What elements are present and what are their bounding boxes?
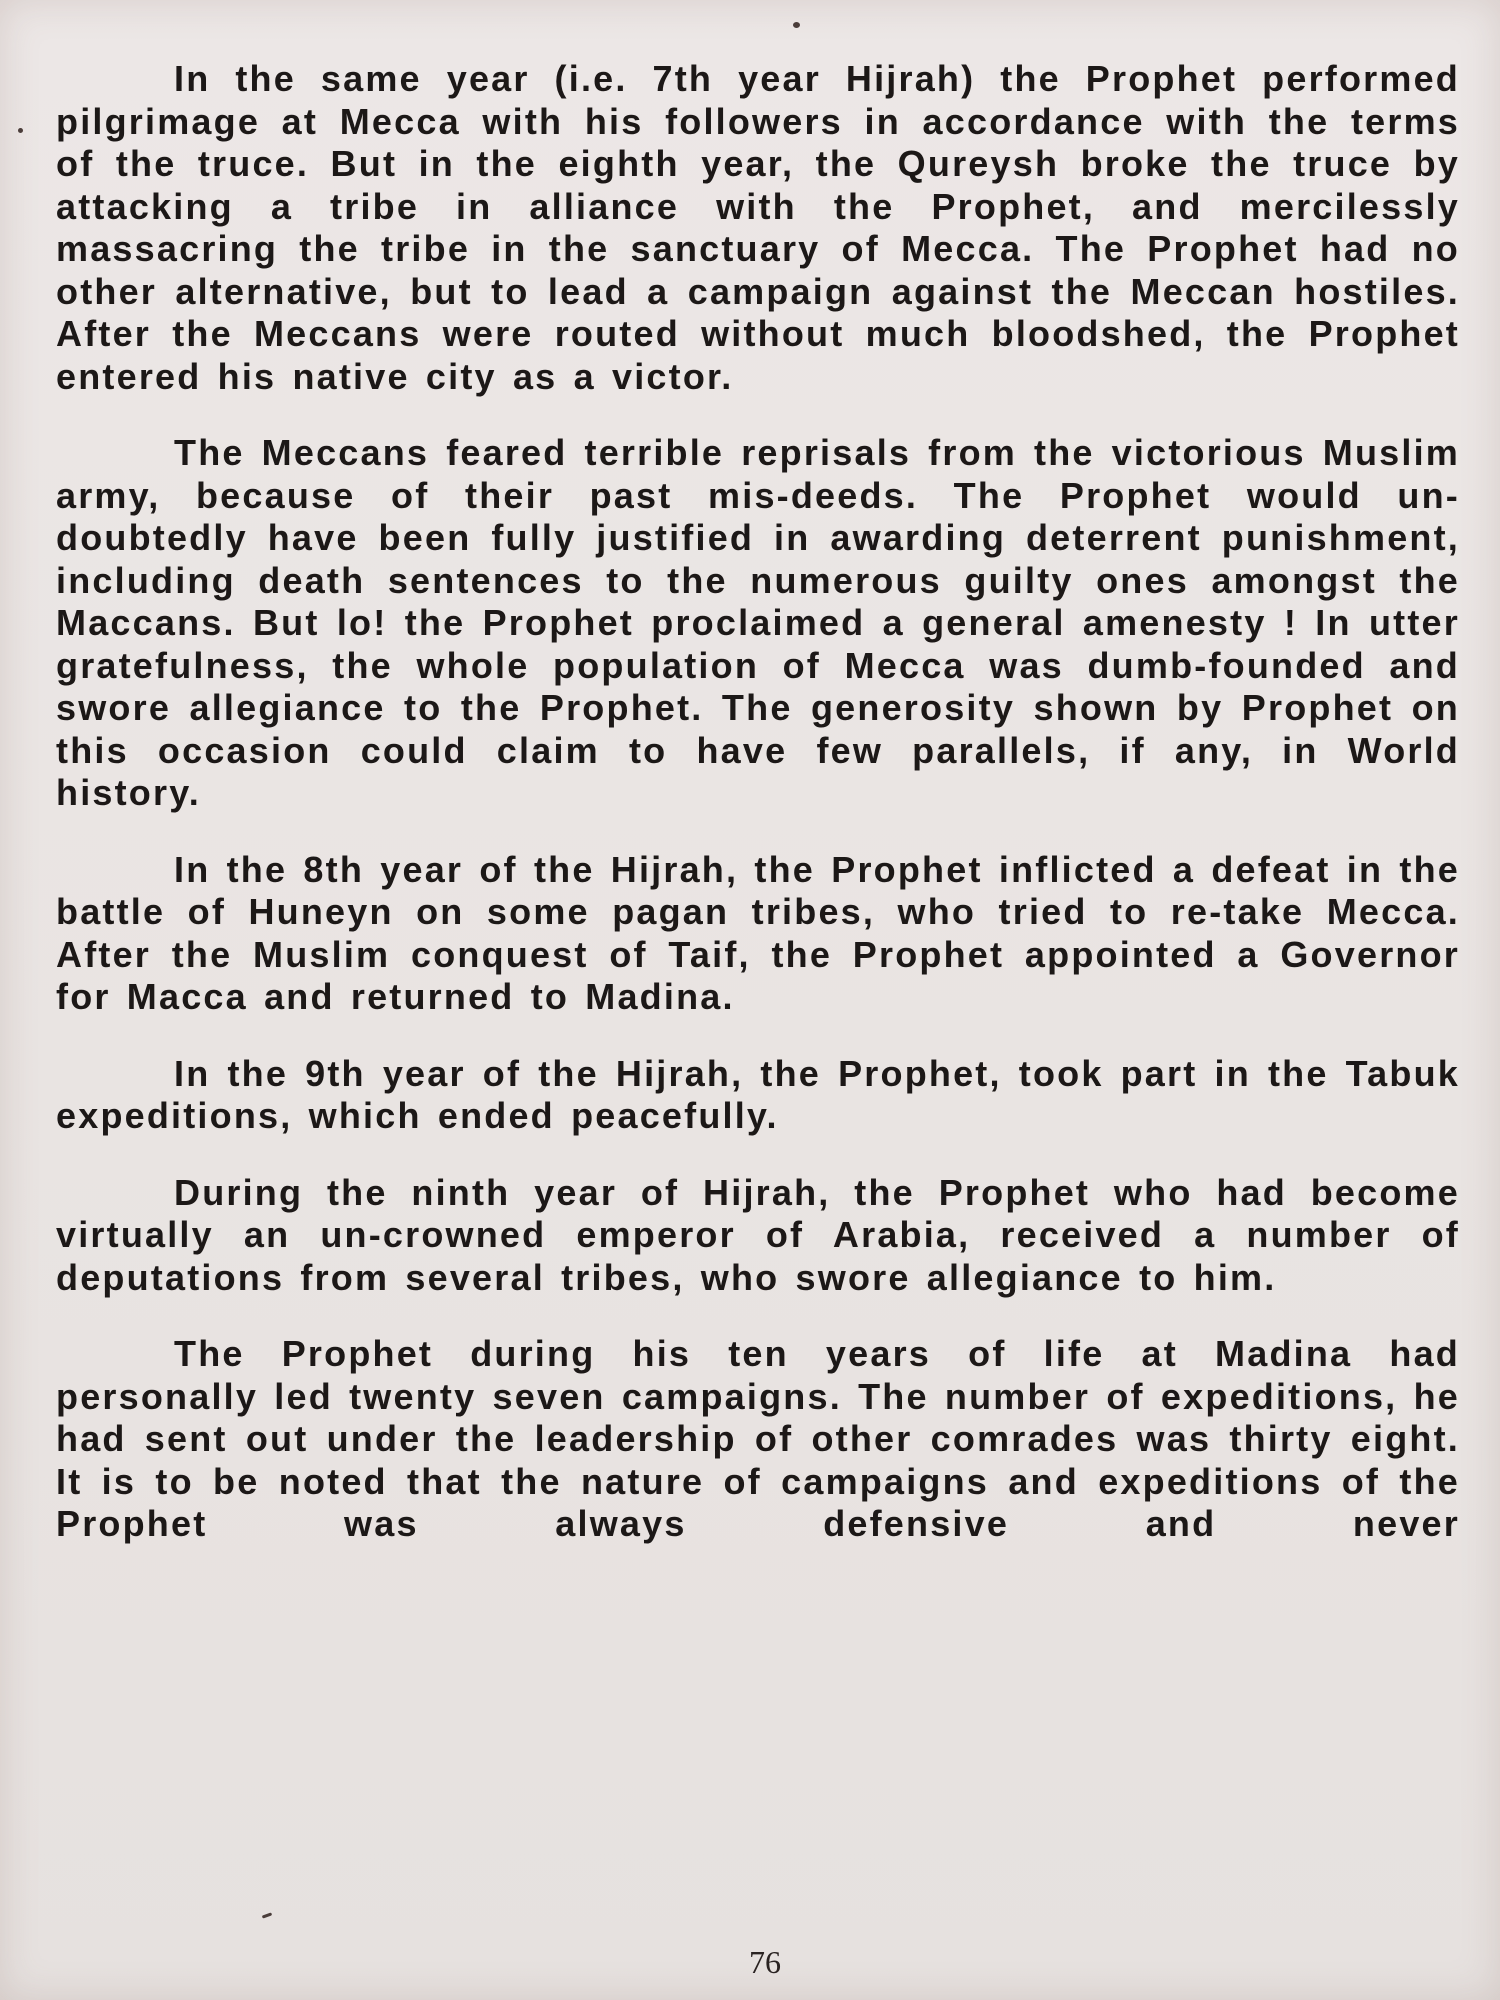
- print-speck: [793, 22, 800, 28]
- print-speck: [18, 128, 23, 133]
- page-number: 76: [749, 1944, 781, 1980]
- paragraph-tabuk-expedition: In the 9th year of the Hijrah, the Prophet, took part in the Tabuk expeditions, which ended peacefully.: [56, 1052, 1460, 1136]
- paragraph-truce-and-conquest: In the same year (i.e. 7th year Hijrah) the Prophet performed pilgrimage at Mecca with his followers in accordance with the terms of the truce. But in the eighth year, the Qureysh broke the truce by attacking a tribe in alliance with the Prophet, and mercilessly massacring the tribe in the sanctuary of Mecca. The Prophet had no other alternative, but to lead a campaign against the Meccan hostiles. After the Meccans were routed without much bloodshed, the Prophet entered his native city as a victor.: [56, 58, 1460, 397]
- paragraph-deputations: During the ninth year of Hijrah, the Prophet who had become virtually an un-crowned emperor of Arabia, received a number of deputations from several tribes, who swore allegiance to him.: [56, 1171, 1460, 1298]
- paragraph-battle-of-huneyn: In the 8th year of the Hijrah, the Prophet inflicted a defeat in the battle of Huneyn on some pagan tribes, who tried to re-take Mecca. After the Muslim conquest of Taif, the Prophet appointed a Governor for Macca and returned to Madina.: [56, 848, 1460, 1017]
- body-text: [56, 58, 1460, 1546]
- paragraph-campaigns-count: The Prophet during his ten years of life at Madina had personally led twenty seven campaigns. The number of expeditions, he had sent out under the leadership of other comrades was thirty eight. It is to be noted that the nature of campaigns and expeditions of the Prophet was always defensive and never: [56, 1333, 1460, 1544]
- print-speck: [262, 1912, 272, 1918]
- paragraph-general-amnesty: The Meccans feared terrible reprisals from the victorious Muslim army, because of their past mis-deeds. The Prophet would un-doubtedly have been fully justified in awarding deterrent punishment, including death sentences to the numerous guilty ones amongst the Maccans. But lo! the Prophet proclaimed a general amenesty ! In utter gratefulness, the whole population of Mecca was dumb-founded and swore allegiance to the Prophet. The generosity shown by Prophet on this occasion could claim to have few parallels, if any, in World history.: [56, 432, 1460, 813]
